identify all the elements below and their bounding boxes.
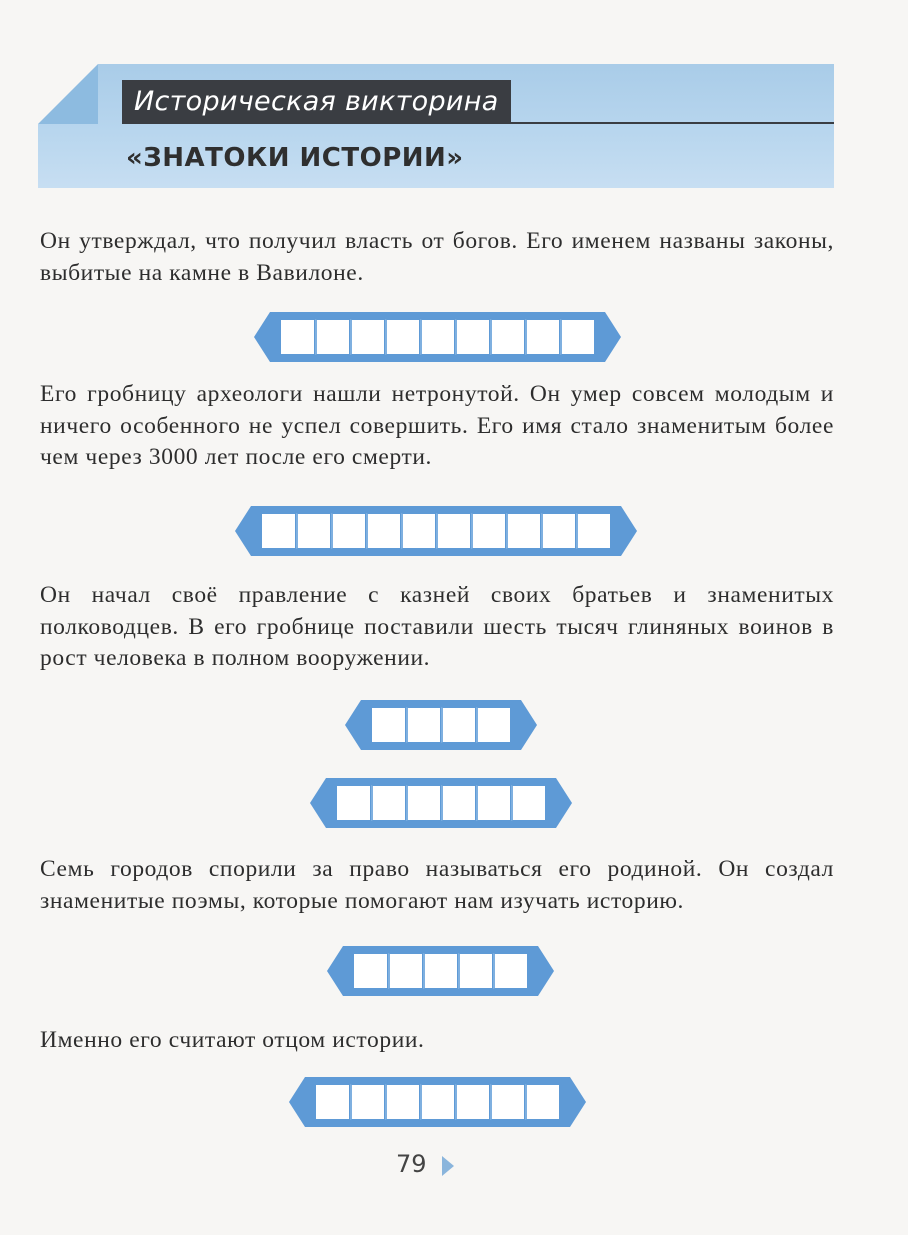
answer-frame — [270, 312, 605, 362]
answer-letter-cell[interactable] — [476, 707, 511, 743]
answer-cap-left — [327, 946, 343, 996]
header-corner — [38, 64, 98, 124]
answer-letter-cell[interactable] — [261, 513, 296, 549]
answer-frame — [361, 700, 521, 750]
answer-letter-cell[interactable] — [420, 1084, 455, 1120]
answer-letter-cell[interactable] — [371, 785, 406, 821]
answer-letter-cell[interactable] — [490, 1084, 525, 1120]
answer-letter-cell[interactable] — [350, 319, 385, 355]
quiz-title: «ЗНАТОКИ ИСТОРИИ» — [126, 143, 464, 173]
answer-letter-cell[interactable] — [401, 513, 436, 549]
answer-letter-cell[interactable] — [455, 319, 490, 355]
answer-letter-cell[interactable] — [541, 513, 576, 549]
answer-letter-cell[interactable] — [441, 707, 476, 743]
answer-letter-cell[interactable] — [471, 513, 506, 549]
answer-letter-cell[interactable] — [493, 953, 528, 989]
answer-letter-cell[interactable] — [406, 785, 441, 821]
answer-letter-cell[interactable] — [353, 953, 388, 989]
question-5-text: Именно его считают отцом истории. — [40, 1027, 425, 1053]
answer-letter-cell[interactable] — [296, 513, 331, 549]
answer-letter-cell[interactable] — [280, 319, 315, 355]
answer-frame — [305, 1077, 570, 1127]
answer-letter-cell[interactable] — [406, 707, 441, 743]
answer-letter-cell[interactable] — [371, 707, 406, 743]
answer-letter-cell[interactable] — [455, 1084, 490, 1120]
answer-letter-cell[interactable] — [436, 513, 471, 549]
answer-letter-cell[interactable] — [388, 953, 423, 989]
answer-cap-right — [570, 1077, 586, 1127]
answer-letter-cell[interactable] — [423, 953, 458, 989]
question-1-text: Он утверждал, что получил власть от богов. Его именем названы законы, выбитые на камне в Вавилоне. — [40, 228, 834, 286]
answer-cap-left — [235, 506, 251, 556]
answer-cap-left — [310, 778, 326, 828]
answer-letter-cell[interactable] — [315, 319, 350, 355]
answer-letter-cell[interactable] — [476, 785, 511, 821]
answer-letter-cell[interactable] — [576, 513, 611, 549]
answer-frame — [343, 946, 538, 996]
answer-grid-5[interactable] — [289, 1077, 586, 1127]
page-number: 79 — [396, 1150, 427, 1178]
answer-cap-right — [521, 700, 537, 750]
answer-letter-cell[interactable] — [315, 1084, 350, 1120]
answer-letter-cell[interactable] — [458, 953, 493, 989]
answer-cap-right — [538, 946, 554, 996]
answer-letter-cell[interactable] — [525, 1084, 560, 1120]
answer-letter-cell[interactable] — [331, 513, 366, 549]
answer-cap-left — [345, 700, 361, 750]
answer-cap-left — [254, 312, 270, 362]
answer-letter-cell[interactable] — [420, 319, 455, 355]
answer-letter-cell[interactable] — [336, 785, 371, 821]
answer-letter-cell[interactable] — [490, 319, 525, 355]
question-2-text: Его гробницу археологи нашли нетронутой. Он умер совсем молодым и ничего особенного не успел совершить. Его имя стало знаменитым более чем через 3000 лет после его смерти. — [40, 381, 834, 470]
answer-grid-3a[interactable] — [345, 700, 537, 750]
question-4-text: Семь городов спорили за право называться его родиной. Он создал знаменитые поэмы, которые помогают нам изучать историю. — [40, 856, 834, 914]
answer-grid-3b[interactable] — [310, 778, 572, 828]
question-3-text: Он начал своё правление с казней своих братьев и знаменитых полководцев. В его гробнице поставили шесть тысяч глиняных воинов в рост человека в полном вооружении. — [40, 582, 834, 671]
answer-frame — [251, 506, 621, 556]
answer-grid-1[interactable] — [254, 312, 621, 362]
answer-letter-cell[interactable] — [385, 1084, 420, 1120]
section-title: Историческая викторина — [122, 80, 511, 124]
answer-cap-left — [289, 1077, 305, 1127]
answer-letter-cell[interactable] — [350, 1084, 385, 1120]
answer-letter-cell[interactable] — [506, 513, 541, 549]
answer-cap-right — [556, 778, 572, 828]
answer-frame — [326, 778, 556, 828]
answer-letter-cell[interactable] — [366, 513, 401, 549]
answer-letter-cell[interactable] — [511, 785, 546, 821]
answer-letter-cell[interactable] — [560, 319, 595, 355]
answer-letter-cell[interactable] — [525, 319, 560, 355]
answer-letter-cell[interactable] — [385, 319, 420, 355]
answer-cap-right — [605, 312, 621, 362]
page-arrow-icon — [442, 1156, 454, 1176]
answer-cap-right — [621, 506, 637, 556]
answer-letter-cell[interactable] — [441, 785, 476, 821]
answer-grid-4[interactable] — [327, 946, 554, 996]
answer-grid-2[interactable] — [235, 506, 637, 556]
